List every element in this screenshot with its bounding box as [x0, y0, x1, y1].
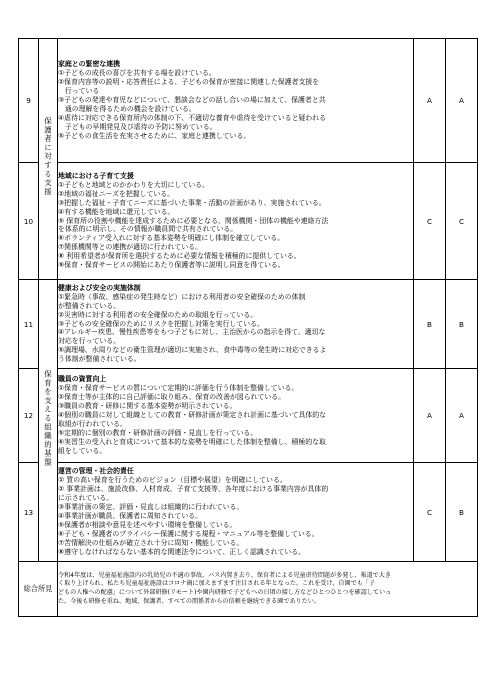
item-content [58, 463, 414, 562]
item-content [58, 39, 414, 163]
self-grade: B [414, 280, 446, 369]
item-line: ② 事業計画は、施設改修、人材育成、子育て支援等、各年度における事業内容が具体的 [58, 485, 329, 494]
item-line: ③子どもの発達や育児などについて、懇談会などの話し合いの場に加えて、保護者と共 [58, 96, 326, 105]
item-title: 家庭との緊密な連携 [58, 60, 121, 69]
category-label: 保育を支える組織的基盤 [43, 370, 53, 467]
self-grade: A [414, 369, 446, 463]
external-grade: B [446, 463, 478, 562]
item-title: 地域における子育て支援 [58, 172, 134, 181]
category-organizational-foundation [39, 280, 58, 562]
table-row [19, 463, 478, 562]
external-grade: A [446, 39, 478, 163]
item-line: ⑧遵守しなければならない基本的な関連法令について、正しく認識されている。 [58, 547, 306, 556]
item-line: ⑧ 利用希望者が保育所を選択するために必要な情報を積極的に提供している。 [58, 252, 301, 261]
item-line: ⑤定期的に個別の教育・研修計画の評価・見直しを行っている。 [58, 428, 258, 437]
category-family-support [39, 39, 58, 280]
external-grade: B [446, 280, 478, 369]
item-line: ①子どもの成長の喜びを共有する場を設けている。 [58, 69, 216, 78]
table-row [19, 163, 478, 280]
item-line: ③職員の教育・研修に関する基本姿勢が明示されている。 [58, 402, 237, 411]
item-number: 10 [19, 163, 39, 280]
item-line: ①保育・保育サービスの質について定期的に評価を行う体制を整備している。 [58, 384, 299, 393]
summary-text [58, 562, 478, 617]
self-grade: C [414, 163, 446, 280]
item-line: が整備されている。 [58, 301, 121, 310]
item-line: ④個別の職員に対して組織としての教育・研修計画が策定され計画に基づいて具体的な [58, 411, 327, 420]
item-line: ②保育士等が主体的に自己評価に取り組み、保育の改善が図られている。 [58, 393, 286, 402]
item-line: に示されている。 [58, 494, 114, 503]
item-content [58, 163, 414, 280]
summary-line: 令和4年度は、児童福祉施設内の乳幼児の不適の事故、バス内置き去り、保育者による児童虐待問題が多発し、報道で大き [58, 571, 391, 579]
item-line: 取組が行われている。 [58, 419, 127, 428]
item-line: ②保育内容等の説明・応答責任による、子どもの保育が密接に関連した保護者支援を [58, 78, 320, 87]
item-line: ④有する機能を地域に還元している。 [58, 207, 175, 216]
item-line: う体制が整備されている。 [58, 355, 141, 364]
item-title: 職員の資質向上 [58, 375, 107, 384]
item-line: ① 質の高い保育を行うためのビジョン（目標や展望）を明確にしている。 [58, 476, 287, 485]
table-row [19, 280, 478, 369]
item-line: ①子どもと地域とのかかわりを大切にしている。 [58, 180, 209, 189]
item-line: ⑤保護者が相談や意見を述べやすい環境を整備している。 [58, 520, 237, 529]
external-grade: C [446, 163, 478, 280]
item-line: 対応を行っている。 [58, 337, 121, 346]
summary-line: く取り上げられ、私たち児童福祉施設はコロナ禍に加えますます注目される年となった。これを受け、自園でも「子 [58, 580, 375, 588]
summary-line: た。今後も研修を重ね、地域、保護者、すべての関係者からの信頼を継続できる園でありたい。 [58, 597, 320, 605]
item-line: ③子どもの安全確保のためにリスクを把握し対策を実行している。 [58, 319, 264, 328]
summary-row [19, 562, 478, 617]
item-number: 12 [19, 369, 39, 463]
item-line: ③把握した福祉・子育てニーズに基づいた事業・活動の計画があり、実施されている。 [58, 198, 326, 207]
item-line: ②地域の福祉ニーズを把握している。 [58, 189, 175, 198]
item-line: ④アレルギー疾患、慢性疾患等をもつ子どもに対し、主治医からの指示を得て、適切な [58, 328, 326, 337]
item-line: ⑦苦情解決の仕組みが確立され十分に周知・機能している。 [58, 538, 244, 547]
item-line: ⑤子どもの食生活を充実させるために、家庭と連携している。 [58, 131, 251, 140]
evaluation-table [18, 38, 478, 617]
summary-label: 総合所見 [19, 562, 58, 617]
item-line: ⑥ボランティア受入れに対する基本姿勢を明確にし体制を確立している。 [58, 234, 285, 243]
table-row [19, 369, 478, 463]
item-content [58, 280, 414, 369]
item-line: 組をしている。 [58, 446, 107, 455]
item-line: ②災害時に対する利用者の安全確保のための取組を行っている。 [58, 310, 258, 319]
table-row [19, 39, 478, 163]
item-number: 11 [19, 280, 39, 369]
category-label: 保護者に対する支援 [43, 117, 53, 197]
item-line: ④事業計画が職員、保護者に周知されている。 [58, 512, 202, 520]
external-grade: A [446, 369, 478, 463]
item-number: 9 [19, 39, 39, 163]
summary-line: どもの人権への配慮」について外部研修(リモート)や園内研修で子どもへの日頃の接し方などひとつひとつを確認していっ [58, 589, 392, 596]
item-line: 行っている [58, 87, 100, 96]
item-line: ⑥子ども・保護者のプライバシー保護に関する規程・マニュアル等を整備している。 [58, 529, 319, 538]
item-number: 13 [19, 463, 39, 562]
item-line: 通の理解を得るための機会を設けている。 [58, 104, 196, 113]
item-line: を体系的に明示し、その情報が職員間で共有されている。 [58, 225, 238, 234]
item-line: ①緊急時（事故、感染症の発生時など）における利用者の安全確保のための体制 [58, 292, 306, 301]
item-line: 子どもの早期発見及び虐待の予防に努めている。 [58, 122, 217, 131]
item-line: ⑥実習生の受入れと育成について基本的な姿勢を明確にした体制を整備し、積極的な取 [58, 437, 326, 446]
item-title: 運営の管理・社会的責任 [58, 467, 134, 476]
item-line: ⑤ 保育所の役割や機能を達成するために必要となる、関係機関・団体の機能や連絡方法 [58, 216, 329, 225]
item-line: ④虐待に対応できる保育所内の体制の下、不適切な養育や虐待を受けていると疑われる [58, 113, 327, 122]
self-grade: C [414, 463, 446, 562]
item-line: ③事業計画の策定、評価・見直しは組織的に行われている。 [58, 503, 244, 512]
item-line: ⑦関係機関等との連携が適切に行われている。 [58, 243, 202, 252]
item-title: 健康および安全の実施体制 [58, 283, 141, 292]
item-line: ⑨保育・保育サービスの開始にあたり保護者等に説明し同意を得ている。 [58, 261, 285, 270]
item-line: ⑤調理場、水周りなどの衛生管理が適切に実施され、食中毒等の発生時に対応できるよ [58, 346, 327, 355]
item-content [58, 369, 414, 463]
self-grade: A [414, 39, 446, 163]
